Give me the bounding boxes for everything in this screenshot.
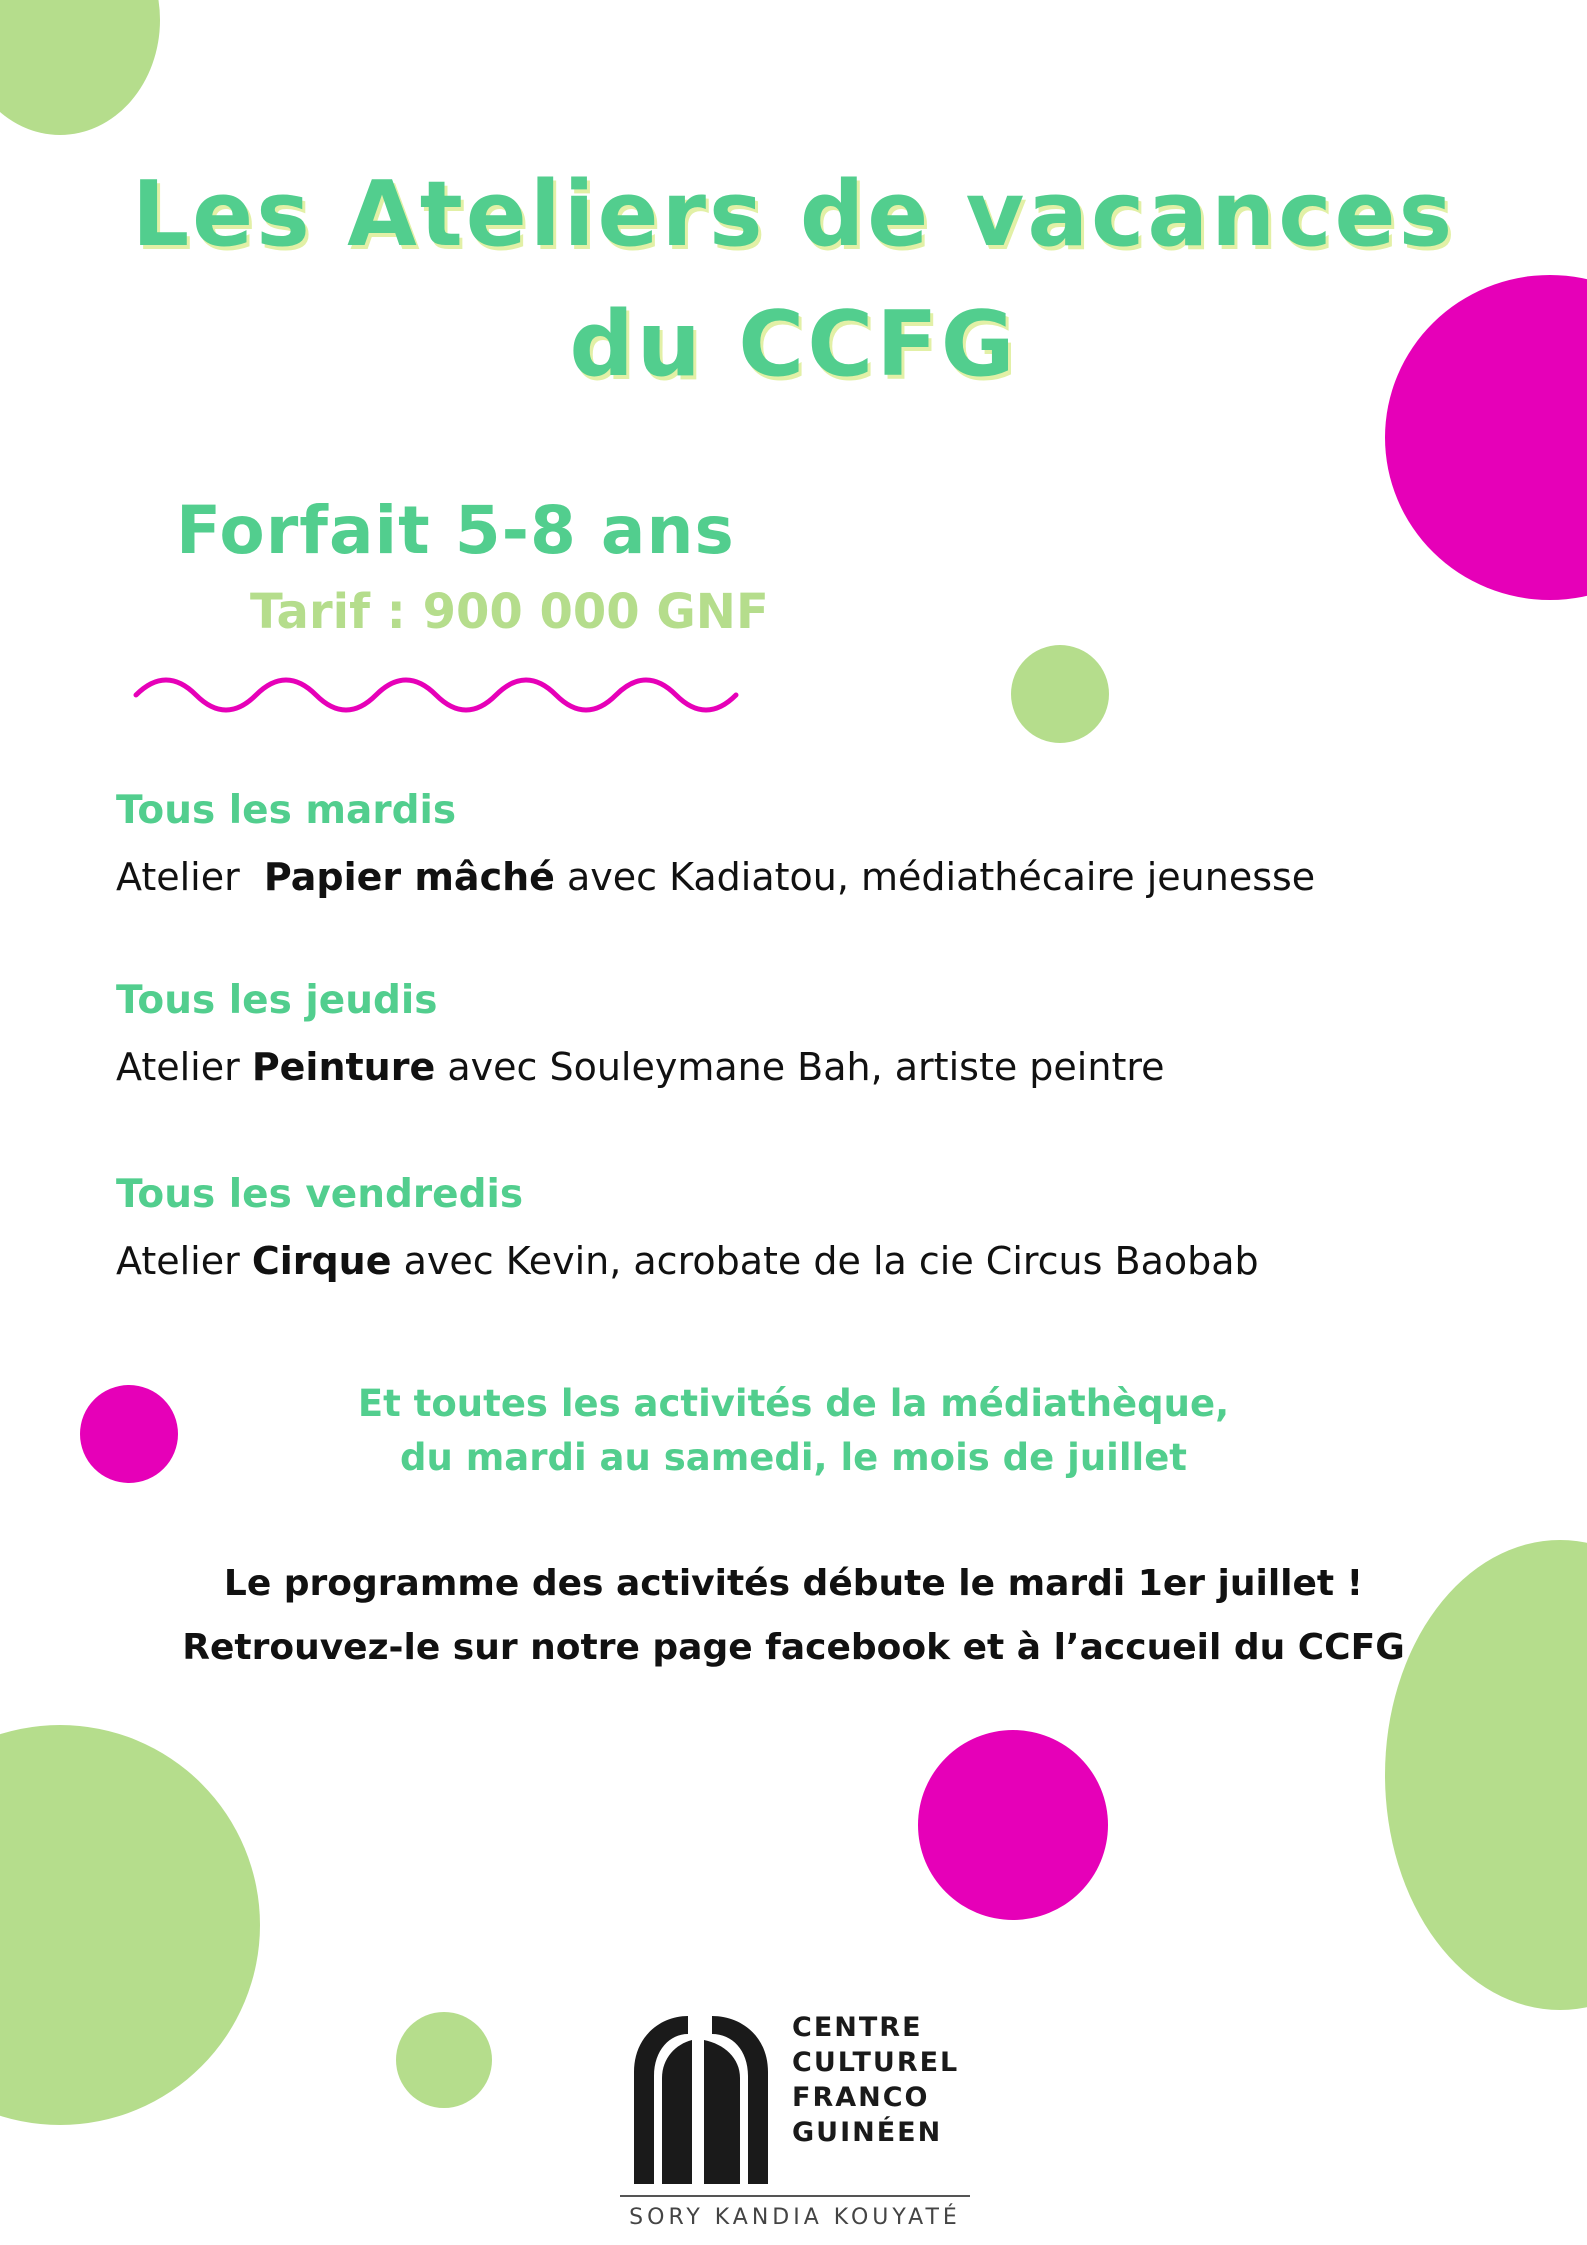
logo-line-4: GUINÉEN	[792, 2117, 943, 2148]
logo-divider	[620, 2195, 970, 2197]
logo-line-3: FRANCO	[792, 2082, 930, 2113]
decor-circle-bottom-center	[918, 1730, 1108, 1920]
ccfg-logo	[620, 2010, 970, 2230]
schedule-activity: Cirque	[251, 1239, 392, 1283]
decor-circle-top-left	[0, 0, 160, 135]
programme-line-1: Le programme des activités débute le mardi 1er juillet !	[223, 1563, 1364, 1604]
schedule-suffix: avec Kevin, acrobate de la cie Circus Baobab	[391, 1239, 1259, 1283]
title-line-2: du CCFG	[569, 292, 1018, 397]
wavy-divider-line	[136, 680, 736, 710]
schedule-activity: Papier mâché	[263, 855, 555, 899]
decor-circle-bottom-left	[0, 1725, 260, 2125]
forfait-heading: Forfait 5-8 ans	[176, 492, 735, 569]
tarif-price: Tarif : 900 000 GNF	[250, 584, 769, 640]
ccfg-arches-icon	[620, 2012, 780, 2192]
schedule-description	[116, 855, 1315, 899]
schedule-activity: Peinture	[251, 1045, 436, 1089]
mediatheque-activities-note	[0, 1377, 1587, 1485]
programme-line-2: Retrouvez-le sur notre page facebook et à l’accueil du CCFG	[182, 1627, 1405, 1668]
schedule-day-label: Tous les jeudis	[116, 978, 438, 1023]
schedule-thursday	[116, 978, 1165, 1089]
schedule-prefix: Atelier	[116, 1239, 252, 1283]
logo-tagline: SORY KANDIA KOUYATÉ	[629, 2205, 961, 2230]
activities-line-1: Et toutes les activités de la médiathèque,	[357, 1382, 1230, 1425]
arch-right	[704, 2040, 740, 2184]
programme-note	[0, 1552, 1587, 1680]
decor-circle-small-middle	[1011, 645, 1109, 743]
wavy-divider	[130, 670, 770, 720]
schedule-description	[116, 1045, 1165, 1089]
poster-title	[0, 150, 1587, 410]
logo-wordmark	[792, 2010, 959, 2150]
logo-line-1: CENTRE	[792, 2012, 923, 2043]
title-line-1: Les Ateliers de vacances	[131, 162, 1456, 267]
schedule-day-label: Tous les vendredis	[116, 1172, 524, 1217]
schedule-tuesday	[116, 788, 1315, 899]
schedule-prefix: Atelier	[116, 855, 264, 899]
schedule-description	[116, 1239, 1259, 1283]
schedule-prefix: Atelier	[116, 1045, 252, 1089]
activities-line-2: du mardi au samedi, le mois de juillet	[400, 1436, 1187, 1479]
schedule-suffix: avec Souleymane Bah, artiste peintre	[435, 1045, 1165, 1089]
schedule-friday	[116, 1172, 1259, 1283]
decor-circle-bottom-small	[396, 2012, 492, 2108]
schedule-suffix: avec Kadiatou, médiathécaire jeunesse	[554, 855, 1316, 899]
logo-line-2: CULTUREL	[792, 2047, 960, 2078]
arch-left-inner	[662, 2040, 692, 2184]
schedule-day-label: Tous les mardis	[116, 788, 457, 833]
